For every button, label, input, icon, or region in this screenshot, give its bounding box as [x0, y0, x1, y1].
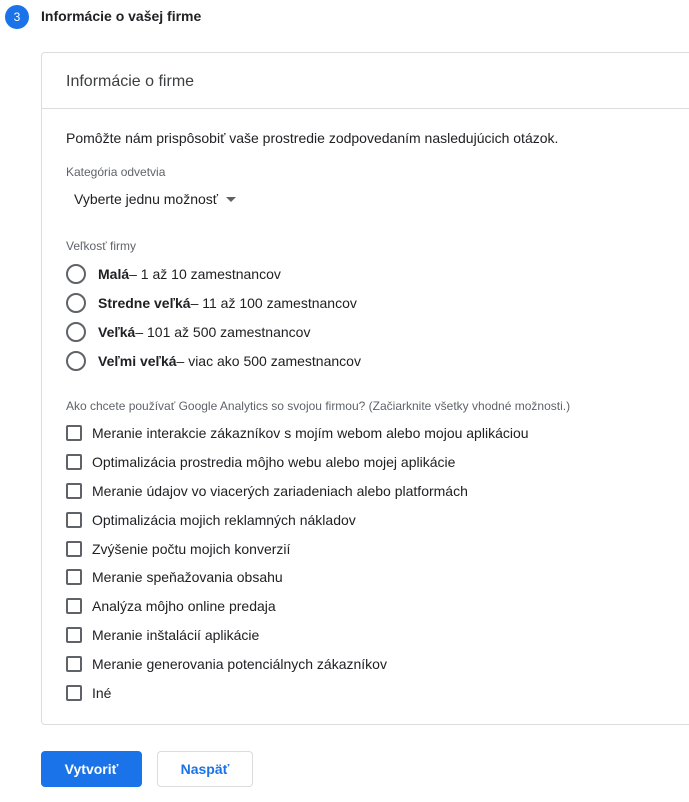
checkbox[interactable]	[66, 569, 82, 585]
usage-option-4[interactable]	[66, 539, 290, 559]
checkbox[interactable]	[66, 425, 82, 441]
usage-option-label: Iné	[92, 685, 112, 701]
checkbox[interactable]	[66, 685, 82, 701]
usage-option-6[interactable]	[66, 596, 276, 616]
usage-option-3[interactable]	[66, 510, 356, 530]
radio-button[interactable]	[66, 293, 86, 313]
radio-button[interactable]	[66, 351, 86, 371]
size-option-name: Malá	[98, 266, 130, 282]
industry-category-dropdown[interactable]	[74, 191, 236, 207]
radio-button[interactable]	[66, 264, 86, 284]
usage-option-5[interactable]	[66, 567, 283, 587]
usage-option-label: Meranie interakcie zákazníkov s mojím webom alebo mojou aplikáciou	[92, 425, 529, 441]
usage-option-label: Meranie inštalácií aplikácie	[92, 627, 260, 643]
size-option-name: Veľká	[98, 324, 136, 340]
business-size-label: Veľkosť firmy	[66, 239, 137, 253]
industry-selected-value: Vyberte jednu možnosť	[74, 191, 219, 207]
usage-option-label: Meranie údajov vo viacerých zariadeniach alebo platformách	[92, 483, 468, 499]
checkbox[interactable]	[66, 483, 82, 499]
back-button[interactable]: Naspäť	[157, 751, 253, 787]
usage-option-label: Optimalizácia mojich reklamných nákladov	[92, 512, 356, 528]
step-number-badge: 3	[5, 5, 29, 29]
usage-option-0[interactable]	[66, 423, 529, 443]
usage-option-label: Zvýšenie počtu mojich konverzií	[92, 541, 291, 557]
checkbox[interactable]	[66, 541, 82, 557]
intro-text: Pomôžte nám prispôsobiť vaše prostredie zodpovedaním nasledujúcich otázok.	[66, 130, 559, 146]
size-option-small[interactable]	[66, 263, 281, 285]
usage-option-1[interactable]	[66, 452, 455, 472]
usage-option-label: Analýza môjho online predaja	[92, 598, 276, 614]
checkbox[interactable]	[66, 627, 82, 643]
industry-label: Kategória odvetvia	[66, 165, 166, 179]
size-option-name: Stredne veľká	[98, 295, 191, 311]
checkbox[interactable]	[66, 656, 82, 672]
size-option-medium[interactable]	[66, 292, 357, 314]
usage-option-label: Meranie speňažovania obsahu	[92, 569, 283, 585]
dropdown-arrow-icon	[226, 197, 236, 202]
size-option-desc: – 11 až 100 zamestnancov	[190, 295, 357, 311]
usage-option-2[interactable]	[66, 481, 468, 501]
usage-option-8[interactable]	[66, 654, 387, 674]
usage-option-label: Optimalizácia prostredia môjho webu alebo mojej aplikácie	[92, 454, 456, 470]
size-option-very-large[interactable]	[66, 350, 361, 372]
card-title: Informácie o firme	[42, 53, 689, 109]
step-title: Informácie o vašej firme	[41, 8, 202, 24]
size-option-large[interactable]	[66, 321, 310, 343]
usage-option-9[interactable]	[66, 683, 111, 703]
size-option-name: Veľmi veľká	[98, 353, 177, 369]
checkbox[interactable]	[66, 454, 82, 470]
checkbox[interactable]	[66, 512, 82, 528]
size-option-desc: – 101 až 500 zamestnancov	[135, 324, 311, 340]
usage-option-7[interactable]	[66, 625, 259, 645]
size-option-desc: – viac ako 500 zamestnancov	[176, 353, 361, 369]
usage-label: Ako chcete používať Google Analytics so svojou firmou? (Začiarknite všetky vhodné možnosti.)	[66, 399, 571, 413]
size-option-desc: – 1 až 10 zamestnancov	[129, 266, 281, 282]
usage-option-label: Meranie generovania potenciálnych zákazníkov	[92, 656, 387, 672]
radio-button[interactable]	[66, 322, 86, 342]
business-info-card	[41, 52, 689, 725]
checkbox[interactable]	[66, 598, 82, 614]
create-button[interactable]: Vytvoriť	[41, 751, 142, 787]
